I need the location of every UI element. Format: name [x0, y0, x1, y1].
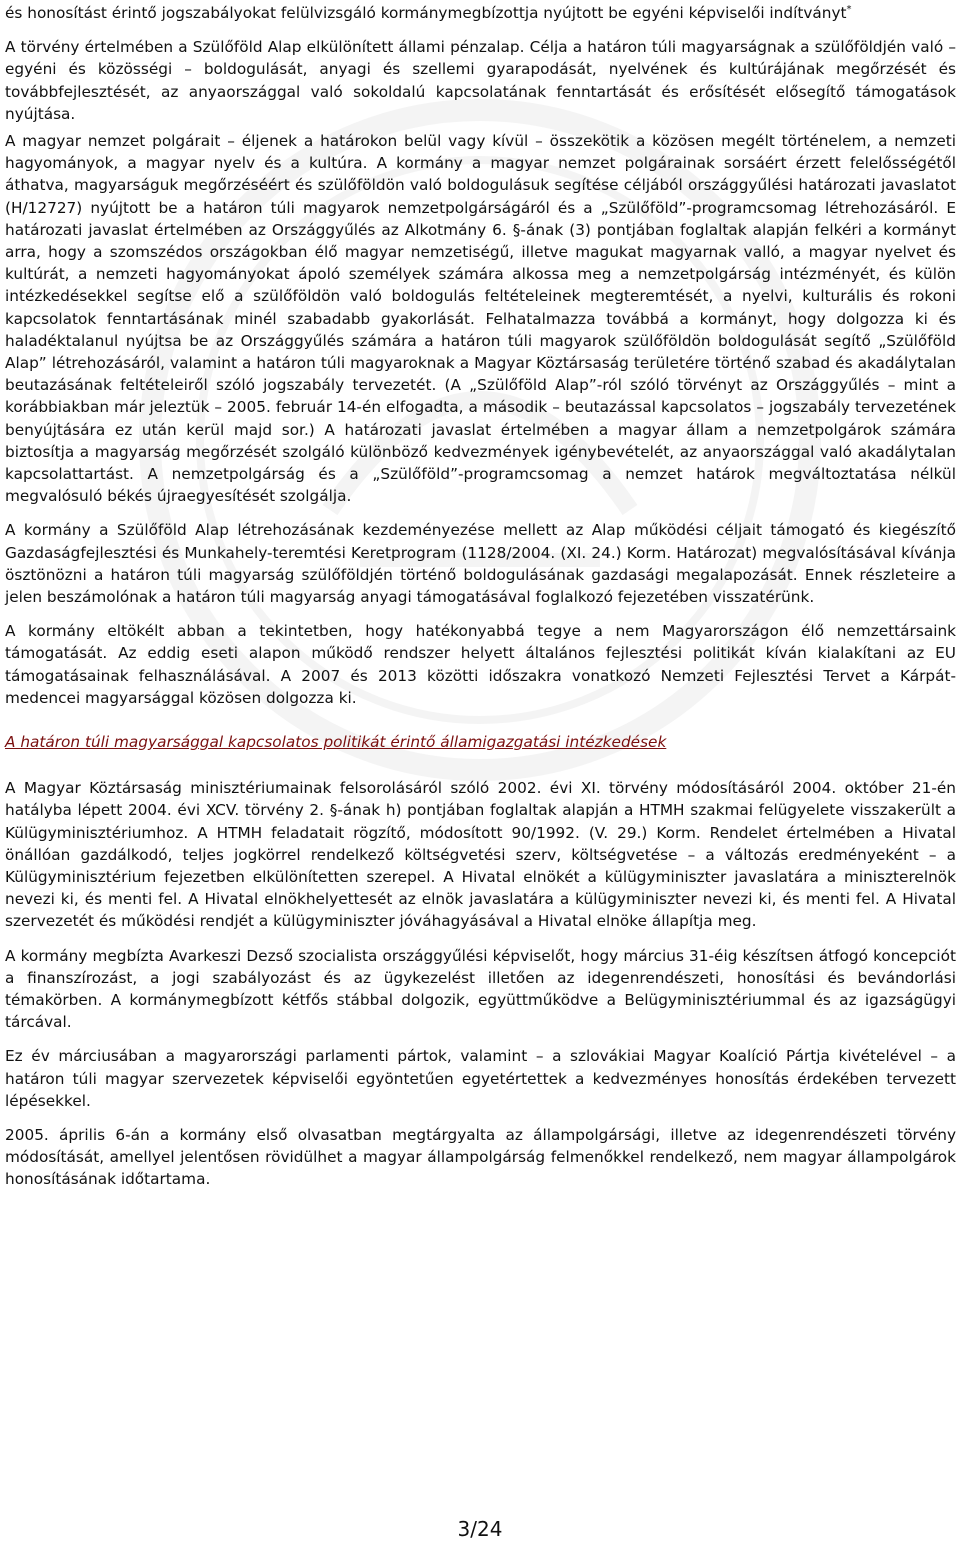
paragraph-intro-text: és honosítást érintő jogszabályokat felülvizsgáló kormánymegbízottja nyújtott be egyéni képviselői indítványt	[5, 4, 847, 22]
paragraph-kormanymegbizott: A kormány megbízta Avarkeszi Dezső szocialista országgyűlési képviselőt, hogy március 31-éig készítsen átfogó koncepciót a finanszírozást, a jogi szabályozást és az ügykezelést illetően az idegenrendészeti, honosítási és bevándorlási témakörben. A kormánymegbízott kétfős stábbal dolgozik, együttműködve a Belügyminisztériummal és az igazságügyi tárcával.	[5, 946, 956, 1032]
paragraph-htmh: A Magyar Köztársaság minisztériumainak felsorolásáról szóló 2002. évi XI. törvény módosításáról 2004. október 21-én hatályba lépett 2004. évi XCV. törvény 2. §-ának h) pontjában foglaltak alapján a HTMH szakmai felügyelete visszakerült a Külügyminisztériumhoz. A HTMH feladatait rögzítő, módosított 90/1992. (V. 29.) Korm. Rendelet értelmében a Hivatal önállóan gazdálkodó, teljes jogkörrel rendelkező költségvetési szerv, költségvetése – a változás eredményeként – a Külügyminisztérium fejezetben elkülönítetten szerepel. A Hivatal elnökét a külügyminiszter javaslatára a miniszterelnök nevezi ki, és menti fel. A Hivatal elnökhelyettesét az elnök javaslatára a külügyminiszter nevezi ki, és menti fel. A Hivatal szervezetét és működési rendjét a külügyminiszter jóváhagyásával a Hivatal elnöke állapítja meg.	[5, 779, 956, 931]
section-heading: A határon túli magyarsággal kapcsolatos politikát érintő államigazgatási intézkedések	[5, 733, 667, 752]
paragraph-intro-fragment	[5, 2, 956, 24]
paragraph-gazdasagfejlesztes: A kormány a Szülőföld Alap létrehozásának kezdeményezése mellett az Alap működési céljait támogató és kiegészítő Gazdaságfejlesztési és Munkahely-teremtési Keretprogram (1128/2004. (XI. 24.) Korm. Határozat) megvalósításával kívánja ösztönözni a határon túli magyarság szülőföldjén történő boldogulásának gazdasági megalapozását. Ennek részleteire a jelen beszámolónak a határon túli magyarság anyagi támogatásával foglalkozó fejezetében visszatérünk.	[5, 521, 956, 607]
paragraph-nemzetpolgarsag: A magyar nemzet polgárait – éljenek a határokon belül vagy kívül – összekötik a közösen megélt történelem, a nemzeti hagyományok, a magyar nyelv és a kultúra. A kormány a magyar nemzet polgárainak sorsáért érzett felelősségétől áthatva, magyarságuk megőrzéséért és szülőföldön való boldogulásuk segítése céljából országgyűlési határozati javaslatot (H/12727) nyújtott be a határon túli magyarok nemzetpolgárságáról és a „Szülőföld”-programcsomag létrehozásáról. E határozati javaslat értelmében az Országgyűlés az Alkotmány 6. §-ának (3) pontjában foglaltak alapján felkéri a kormányt arra, hogy a szomszédos országokban élő magyar nemzetiségű, illetve magukat magyarnak valló, a magyar nyelvet és kultúrát, a nemzeti hagyományokat ápoló személyek számára alkossa meg a nemzetpolgárság intézményét, és külön intézkedésekkel segítse elő a szülőföldön való boldogulás feltételeinek megteremtését, a nyelvi, kulturális és rokoni kapcsolatok fenntartásának minél szabadabb gyakorlását. Felhatalmazza továbbá a kormányt, hogy dolgozza ki és haladéktalanul nyújtsa be az Országgyűlés számára a határon túli magyarok szülőföldön boldogulását segítő „Szülőföld Alap” létrehozásáról, valamint a határon túli magyaroknak a Magyar Köztársaság területére történő szabad és akadálytalan beutazásának feltételeiről szóló jogszabály tervezetét. (A „Szülőföld Alap”-ról szóló törvényt az Országgyűlés – mint a korábbiakban már jeleztük – 2005. február 14-én elfogadta, a második – beutazással kapcsolatos – jogszabály tervezetének benyújtására ez után kerül majd sor.) A határozati javaslat értelmében a magyar állam a nemzetpolgárok számára biztosítja a magyarság megőrzését szolgáló különböző kedvezmények igénybevételét, az anyaországgal való akadálytalan kapcsolattartást. A nemzetpolgárság és a „Szülőföld”-programcsomag a nemzet határok megváltoztatása nélkül megvalósuló békés újraegyesítését szolgálja.	[5, 132, 956, 506]
document-page	[5, 2, 956, 1191]
paragraph-allampolgarsag-modositas: 2005. április 6-án a kormány első olvasatban megtárgyalta az állampolgársági, illetve az idegenrendészeti törvény módosítását, amellyel jelentősen rövidülhet a magyar állampolgárság felmenőkkel rendelkező, nem magyar állampolgárok honosításának időtartama.	[5, 1125, 956, 1189]
paragraph-partok-egyetertes: Ez év márciusában a magyarországi parlamenti pártok, valamint – a szlovákiai Magyar Koalíció Pártja kivételével – a határon túli magyar szervezetek képviselői egyöntetűen egyetértettek a kedvezményes honosítás érdekében tervezett lépésekkel.	[5, 1047, 956, 1110]
footnote-marker: *	[846, 3, 852, 15]
paragraph-szulofold-alap-goal: A törvény értelmében a Szülőföld Alap elkülönített állami pénzalap. Célja a határon túli magyarságnak a szülőföldjén való – egyéni és közösségi – boldogulását, anyagi és szellemi gyarapodását, nyelvének és kultúrájának megőrzését és továbbfejlesztését, az anyaországgal való sokoldalú kapcsolatának fenntartását és erősítését elősegítő támogatások nyújtása.	[5, 38, 956, 123]
paragraph-tamogatas-politika: A kormány eltökélt abban a tekintetben, hogy hatékonyabbá tegye a nem Magyarországon élő nemzettársaink támogatását. Az eddig eseti alapon működő rendszer helyett általános fejlesztési politikát kíván kialakítani az EU támogatásainak felhasználásával. A 2007 és 2013 közötti időszakra vonatkozó Nemzeti Fejlesztési Tervet a Kárpát-medencei magyarsággal közösen dolgozza ki.	[5, 622, 956, 707]
page-number: 3/24	[457, 1517, 503, 1541]
